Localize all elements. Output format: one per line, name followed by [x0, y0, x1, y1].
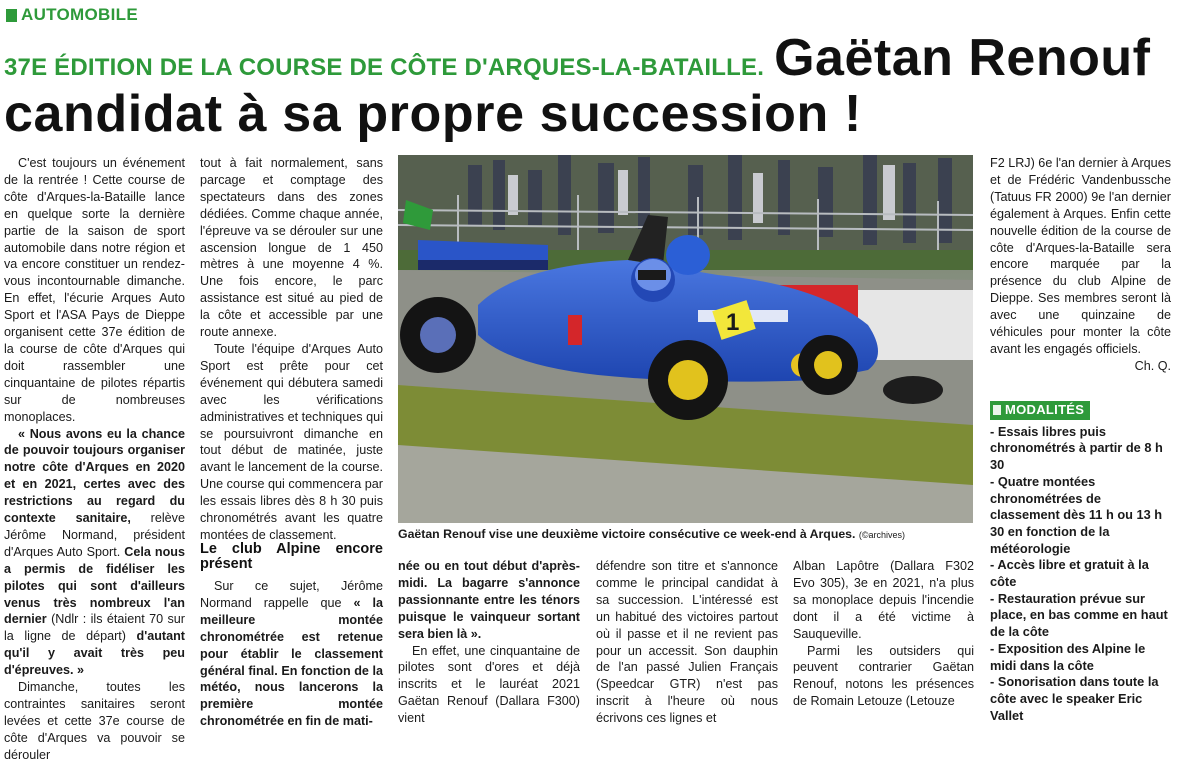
photo-caption: [398, 527, 974, 541]
paragraph: Parmi les outsiders qui peuvent contrarier Gaëtan Renouf, notons les présences de Romain Letouze (Letouze: [793, 643, 974, 709]
headline: [4, 29, 1174, 143]
section-rubric: [6, 5, 138, 25]
quote-text: Cela nous a permis de fidéliser les pilotes qui sont d'ailleurs venus très nombreux l'an dernier: [4, 544, 185, 627]
modalites-heading-label: MODALITÉS: [1005, 401, 1085, 417]
race-car-illustration: [398, 155, 973, 523]
caption-credit: (©archives): [858, 530, 905, 540]
paragraph: C'est toujours un événement de la rentrée ! Cette course de côte d'Arques-la-Bataille lance en quelque sorte la dernière partie de la saison de sport automobile dans notre région et va encore constituer un rendez-vous incontournable dimanche. En effet, l'écurie Arques Auto Sport et l'ASA Pays de Dieppe organisent cette 37e édition de la course de côte d'Arques qui doit rassembler une cinquantaine de pilotes répartis sur de nombreuses monoplaces.: [4, 156, 185, 424]
heading-square-icon: [993, 405, 1001, 415]
subheading: Le club Alpine encore présent: [200, 541, 383, 572]
list-item: - Accès libre et gratuit à la côte: [990, 557, 1149, 590]
paragraph-lead: Sur ce sujet, Jérôme Normand rappelle que: [200, 579, 383, 610]
article-column-4: [596, 558, 778, 727]
paragraph: En effet, une cinquantaine de pilotes sont d'ores et déjà inscrits et le lauréat 2021 Gaëtan Renouf (Dallara F300) vient: [398, 643, 580, 726]
list-item: - Quatre montées chronométrées de classement dès 11 h ou 13 h 30 en fonction de la météorologie: [990, 473, 1163, 556]
quote-paragraph: née ou en tout début d'après-midi. La bagarre s'annonce passionnante entre les ténors puisque le vainqueur sortant sera bien là ».: [398, 559, 580, 641]
quote-text: « Nous avons eu la chance de pouvoir toujours organiser notre côte d'Arques en 2020 et en 2021, certes avec des restrictions au regard du contexte sanitaire,: [4, 426, 185, 526]
quote-text: « la meilleure montée chronométrée est retenue pour établir le classement général final. En fonction de la météo, nous lancerons la première montée chronométrée en fin de mati-: [200, 595, 383, 729]
list-item: - Restauration prévue sur place, en bas comme en haut de la côte: [990, 590, 1168, 640]
modalites-heading: [990, 401, 1090, 420]
article-column-2: [200, 155, 383, 544]
modalites-list: [990, 424, 1171, 725]
note-text: (Ndlr : ils étaient 70 sur la ligne de départ): [4, 612, 185, 644]
paragraph: F2 LRJ) 6e l'an dernier à Arques et de Frédéric Vandenbussche (Tatuus FR 2000) 9e l'an dernier également à Arques. Enfin cette nouvelle édition de la course de côte d'Arques-la-Bataille sera encore marquée par la présence du club Alpine de Dieppe. Ses membres seront là avec une quinzaine de véhicules pour monter la côte avant les engagés officiels.: [990, 156, 1171, 356]
article-column-6: [990, 155, 1171, 724]
headline-title-line1: Gaëtan Renouf: [774, 29, 1151, 87]
car-number: 1: [726, 309, 740, 336]
paragraph: Toute l'équipe d'Arques Auto Sport est prête pour cet événement qui débutera samedi avec les vérifications administratives et techniques qui se poursuivront dimanche en tout début de matinée, juste avant le lancement de la course. Une course qui commencera par les essais libres dès 8 h 30 puis chronométrés avant les quatre montées de classement.: [200, 341, 383, 542]
list-item: - Sonorisation dans toute la côte avec le speaker Eric Vallet: [990, 674, 1159, 723]
paragraph: [200, 578, 383, 730]
rubric-label: AUTOMOBILE: [21, 5, 138, 24]
article-column-2-lower: [200, 542, 383, 730]
article-column-1: [4, 155, 185, 764]
attribution-text: relève Jérôme Normand, président d'Arques Auto Sport.: [4, 511, 185, 559]
list-item: - Exposition des Alpine le midi dans la côte: [990, 640, 1146, 673]
paragraph: Alban Lapôtre (Dallara F302 Evo 305), 3e en 2021, n'a plus sa monoplace depuis l'incendie dont il a été victime à Sauqueville.: [793, 559, 974, 641]
race-car-photo: [398, 155, 973, 523]
quote-paragraph: [4, 426, 185, 680]
quote-text: d'autant qu'il y avait très peu d'épreuves. »: [4, 629, 185, 678]
headline-title-line2: candidat à sa propre succession !: [4, 85, 862, 143]
paragraph: Dimanche, toutes les contraintes sanitaires seront levées et cette 37e course de côte d'Arques va pouvoir se dérouler: [4, 680, 185, 762]
author-signature: Ch. Q.: [1134, 358, 1171, 373]
article-column-5: [793, 558, 974, 710]
rubric-square-icon: [6, 9, 17, 22]
list-item: - Essais libres puis chronométrés à partir de 8 h 30: [990, 423, 1163, 473]
headline-kicker: 37E ÉDITION DE LA COURSE DE CÔTE D'ARQUES-LA-BATAILLE.: [4, 54, 765, 81]
article-column-3: [398, 558, 580, 727]
paragraph: défendre son titre et s'annonce comme le principal candidat à sa succession. L'intéressé est un habitué des victoires partout où il passe et il ne revient pas pour un accessit. Son dauphin de l'an passé Julien Français (Speedcar GTR) n'est pas inscrit à l'heure où nous écrivons ces lignes et: [596, 559, 778, 726]
paragraph: tout à fait normalement, sans parcage et comptage des spectateurs dans des zones dédiées. Comme chaque année, l'épreuve va se dérouler sur une ascension longue de 1 450 mètres à une moyenne 4 %. Une fois encore, le parc assistance est situé au pied de la côte et accessible par une route annexe.: [200, 156, 383, 340]
caption-text: Gaëtan Renouf vise une deuxième victoire consécutive ce week-end à Arques.: [398, 527, 856, 541]
